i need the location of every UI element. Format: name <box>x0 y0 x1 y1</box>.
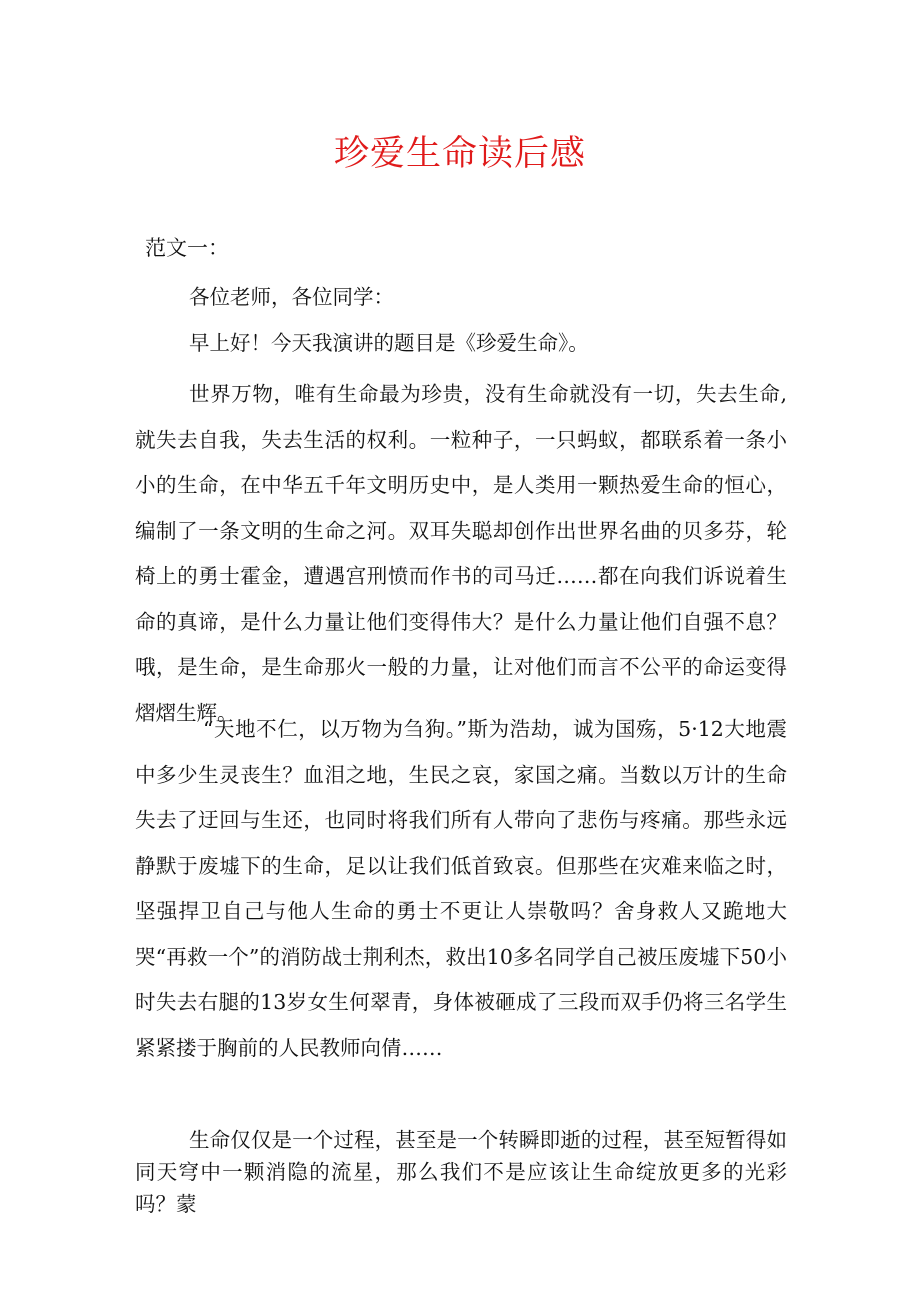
paragraph-body-2: “天地不仁，以万物为刍狗。”斯为浩劫，诚为国殇，5·12大地震中多少生灵丧生？血泪之地，生民之哀，家国之痛。当数以万计的生命失去了迂回与生还，也同时将我们所有人带向了悲伤与疼痛。那些永远静默于废墟下的生命，足以让我们低首致哀。但那些在灾难来临之时，坚强捍卫自己与他人生命的勇士不更让人崇敬吗？舍身救人又跪地大哭“再救一个”的消防战士荆利杰，救出10多名同学自己被压废墟下50小时失去右腿的13岁女生何翠青，身体被砸成了三段而双手仍将三名学生紧紧搂于胸前的人民教师向倩…… <box>135 717 787 1060</box>
paragraph-intro: 早上好！今天我演讲的题目是《珍爱生命》。 <box>189 331 589 355</box>
document-title: 珍爱生命读后感 <box>333 134 586 174</box>
section-label: 范文一： <box>145 236 229 260</box>
paragraph-body-1: 世界万物，唯有生命最为珍贵，没有生命就没有一切，失去生命,就失去自我，失去生活的权利。一粒种子，一只蚂蚁，都联系着一条小小的生命，在中华五千年文明历史中，是人类用一颗热爱生命的恒心，编制了一条文明的生命之河。双耳失聪却创作出世界名曲的贝多芬，轮椅上的勇士霍金，遭遇宫刑愤而作书的司马迁……都在向我们诉说着生命的真谛，是什么力量让他们变得伟大？是什么力量让他们自强不息？哦，是生命，是生命那火一般的力量，让对他们而言不公平的命运变得熠熠生辉。 <box>135 382 787 725</box>
paragraph-body-3: 生命仅仅是一个过程，甚至是一个转瞬即逝的过程，甚至短暂得如同天穹中一颗消隐的流星，那么我们不是应该让生命绽放更多的光彩吗？蒙 <box>135 1128 787 1216</box>
paragraph-greeting: 各位老师，各位同学： <box>189 285 394 309</box>
